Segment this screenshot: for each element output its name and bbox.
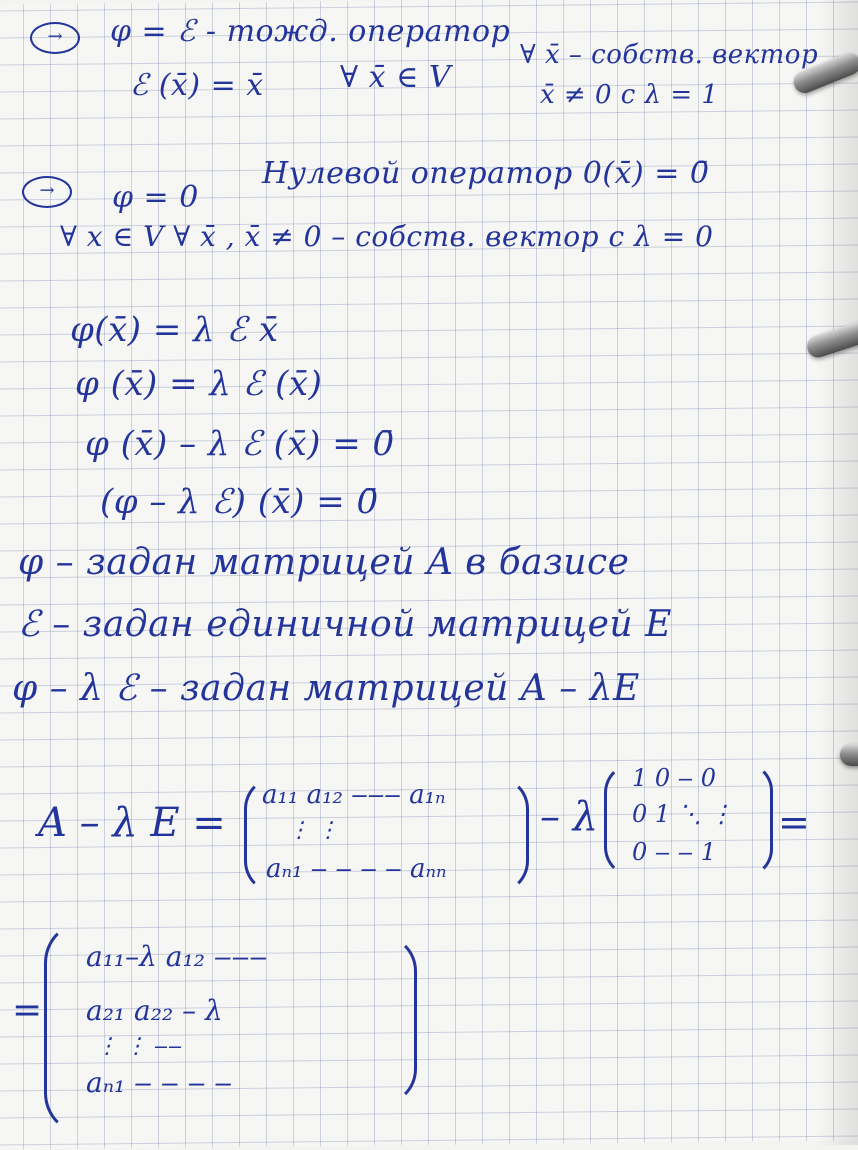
- matrix-a-row2: ⋮ ⋮: [288, 818, 339, 843]
- matrix-a-row1: a₁₁ a₁₂ ‒‒‒ a₁ₙ: [262, 780, 446, 810]
- result-row2: a₂₁ a₂₂ – λ: [86, 994, 223, 1027]
- equation-2: φ (x̄) = λ ℰ (x̄): [75, 364, 323, 404]
- line-zero-eigenvector: ∀ x ∈ V ∀ x̄ , x̄ ≠ 0 – собств. вектор с λ = 0: [60, 220, 714, 253]
- text-difference-matrix: φ – λ ℰ – задан матрицей A – λE: [12, 668, 640, 709]
- line-zero-phi: φ = 0: [112, 180, 199, 215]
- equals-sign: =: [778, 800, 810, 844]
- binder-ring-bottom: [840, 744, 858, 766]
- matrix-a-row3: aₙ₁ ‒ ‒ ‒ ‒ aₙₙ: [266, 854, 447, 884]
- line-eigenvector: ∀ x̄ – собств. вектор: [520, 40, 819, 70]
- text-identity-matrix: ℰ – задан единичной матрицей E: [18, 604, 672, 645]
- line-identity-def: ℰ (x̄) = x̄: [130, 68, 264, 103]
- equation-1: φ(x̄) = λ ℰ x̄: [70, 310, 279, 350]
- result-equals: =: [12, 990, 43, 1031]
- result-row1: a₁₁–λ a₁₂ ‒‒‒: [86, 940, 268, 973]
- page-edge-shadow: [818, 0, 858, 1145]
- equation-4: (φ – λ ℰ) (x̄) = 0̄: [100, 482, 379, 522]
- left-paren-result: [44, 920, 87, 1136]
- circled-arrow-icon: →: [30, 22, 80, 54]
- matrix-e-row1: 1 0 ‒ 0: [632, 764, 716, 792]
- right-paren-result: [380, 934, 417, 1106]
- line-zero-operator: Нулевой оператор 0(x̄) = 0̄: [262, 156, 710, 191]
- circled-arrow-icon: →: [22, 176, 72, 208]
- result-row3: ⋮ ⋮ ‒‒: [96, 1034, 182, 1059]
- text-phi-matrix: φ – задан матрицей A в базисе: [18, 542, 630, 583]
- matrix-e-row3: 0 ‒ ‒ 1: [632, 838, 716, 866]
- matrix-lhs: A – λ E =: [38, 800, 226, 846]
- equation-3: φ (x̄) – λ ℰ (x̄) = 0̄: [85, 424, 395, 464]
- right-paren-E: [744, 762, 773, 878]
- right-paren-A: [496, 776, 529, 894]
- matrix-e-row2: 0 1 ⋱ ⋮: [632, 800, 734, 828]
- result-row4: aₙ₁ ‒ ‒ ‒ ‒: [86, 1066, 233, 1099]
- left-paren-E: [604, 762, 635, 878]
- minus-lambda: – λ: [540, 794, 599, 840]
- line-lambda-one: x̄ ≠ 0 с λ = 1: [540, 80, 719, 110]
- line-forall-x: ∀ x̄ ∈ V: [340, 60, 452, 95]
- line-identity-operator: φ = ℰ - тожд. оператор: [110, 14, 511, 49]
